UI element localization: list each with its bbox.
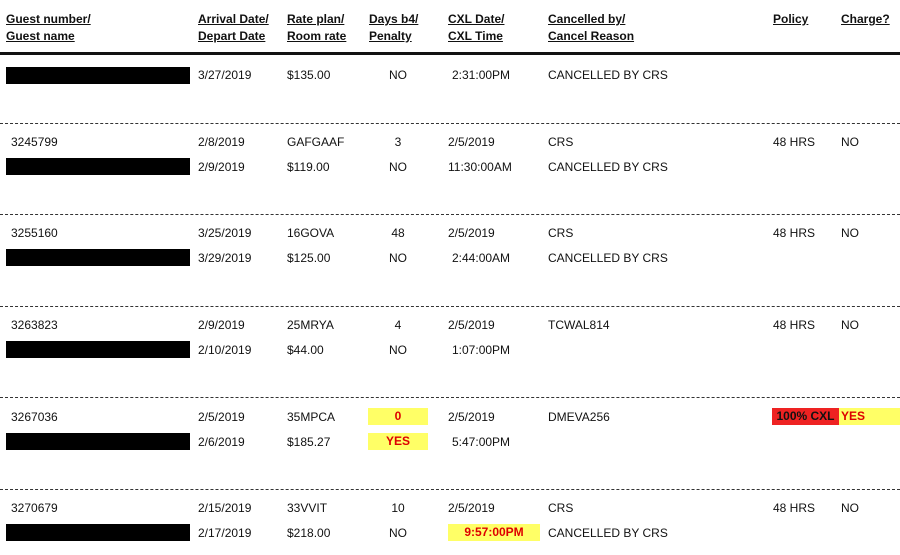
policy: 48 HRS [773, 135, 816, 149]
cancel-reason: CANCELLED BY CRS [548, 251, 668, 265]
penalty: NO [389, 68, 407, 82]
penalty: NO [389, 160, 407, 174]
penalty-highlighted: YES [368, 433, 428, 450]
header-days-line1: Days b4/ [369, 12, 419, 26]
arrival-date: 2/8/2019 [198, 135, 245, 149]
cxl-time: 11:30:00AM [448, 160, 512, 174]
header-policy [773, 11, 808, 28]
charge: NO [841, 226, 859, 240]
arrival-date: 3/25/2019 [198, 226, 252, 240]
header-dates-line1: Arrival Date/ [198, 12, 269, 26]
charge: NO [841, 501, 859, 515]
header-cancel-line1: Cancelled by/ [548, 12, 626, 26]
redacted-guest-name [6, 433, 190, 450]
cancel-reason: CANCELLED BY CRS [548, 68, 668, 82]
header-days [369, 11, 418, 45]
header-rate-line1: Rate plan/ [287, 12, 345, 26]
rate-plan: 35MPCA [287, 410, 336, 424]
room-rate: $125.00 [287, 251, 331, 265]
room-rate: $185.27 [287, 435, 331, 449]
cxl-date: 2/5/2019 [448, 501, 495, 515]
header-guest-line2: Guest name [6, 29, 75, 43]
days-before: 4 [394, 318, 402, 332]
penalty: NO [389, 251, 407, 265]
room-rate: $44.00 [287, 343, 324, 357]
header-cxl-line2: CXL Time [448, 29, 503, 43]
depart-date: 3/29/2019 [198, 251, 252, 265]
days-before-highlighted: 0 [368, 408, 428, 425]
redacted-guest-name [6, 67, 190, 84]
cxl-time: 5:47:00PM [452, 435, 511, 449]
header-rate [287, 11, 346, 45]
guest-number: 3267036 [11, 410, 58, 424]
rate-plan: 25MRYA [287, 318, 334, 332]
redacted-guest-name [6, 249, 190, 266]
guest-number: 3245799 [11, 135, 58, 149]
header-days-line2: Penalty [369, 29, 412, 43]
room-rate: $135.00 [287, 68, 331, 82]
row-separator [0, 489, 900, 490]
cxl-date: 2/5/2019 [448, 318, 495, 332]
policy: 48 HRS [773, 318, 816, 332]
room-rate: $218.00 [287, 526, 331, 540]
row-separator [0, 214, 900, 215]
charge: NO [841, 135, 859, 149]
depart-date: 2/9/2019 [198, 160, 245, 174]
penalty: NO [389, 343, 407, 357]
days-before: 3 [394, 135, 402, 149]
header-cancel [548, 11, 634, 45]
guest-number: 3270679 [11, 501, 58, 515]
depart-date: 2/6/2019 [198, 435, 245, 449]
header-cancel-line2: Cancel Reason [548, 29, 635, 43]
room-rate: $119.00 [287, 160, 330, 174]
header-rate-line2: Room rate [287, 29, 347, 43]
arrival-date: 2/5/2019 [198, 410, 245, 424]
cxl-time: 2:31:00PM [452, 68, 511, 82]
cancelled-by: CRS [548, 226, 574, 240]
depart-date: 2/17/2019 [198, 526, 252, 540]
cxl-date: 2/5/2019 [448, 226, 495, 240]
charge: NO [841, 318, 859, 332]
header-charge-label: Charge? [841, 12, 890, 26]
cxl-date: 2/5/2019 [448, 135, 495, 149]
policy-highlighted: 100% CXL [772, 408, 839, 425]
rate-plan: 33VVIT [287, 501, 328, 515]
days-before: 10 [391, 501, 405, 515]
header-policy-label: Policy [773, 12, 809, 26]
row-separator [0, 123, 900, 124]
depart-date: 3/27/2019 [198, 68, 252, 82]
header-dates [198, 11, 269, 45]
header-cxl [448, 11, 504, 45]
cancel-reason: CANCELLED BY CRS [548, 526, 668, 540]
days-before: 48 [391, 226, 405, 240]
guest-number: 3263823 [11, 318, 58, 332]
cancelled-by: DMEVA256 [548, 410, 610, 424]
guest-number: 3255160 [11, 226, 58, 240]
cancel-reason: CANCELLED BY CRS [548, 160, 668, 174]
cancelled-by: TCWAL814 [548, 318, 610, 332]
header-guest-line1: Guest number/ [6, 12, 91, 26]
arrival-date: 2/9/2019 [198, 318, 245, 332]
cxl-time: 2:44:00AM [452, 251, 511, 265]
rate-plan: GAFGAAF [287, 135, 345, 149]
policy: 48 HRS [773, 501, 816, 515]
row-separator [0, 306, 900, 307]
cxl-date: 2/5/2019 [448, 410, 495, 424]
redacted-guest-name [6, 524, 190, 541]
arrival-date: 2/15/2019 [198, 501, 252, 515]
row-separator [0, 397, 900, 398]
rate-plan: 16GOVA [287, 226, 335, 240]
header-guest [6, 11, 91, 45]
header-dates-line2: Depart Date [198, 29, 266, 43]
charge-highlighted: YES [839, 408, 900, 425]
redacted-guest-name [6, 341, 190, 358]
header-rule [0, 52, 900, 55]
header-charge [841, 11, 890, 28]
cxl-time-highlighted: 9:57:00PM [448, 524, 540, 541]
penalty: NO [389, 526, 407, 540]
header-cxl-line1: CXL Date/ [448, 12, 505, 26]
cancelled-by: CRS [548, 135, 574, 149]
redacted-guest-name [6, 158, 190, 175]
depart-date: 2/10/2019 [198, 343, 252, 357]
cxl-time: 1:07:00PM [452, 343, 511, 357]
cancelled-by: CRS [548, 501, 574, 515]
policy: 48 HRS [773, 226, 816, 240]
